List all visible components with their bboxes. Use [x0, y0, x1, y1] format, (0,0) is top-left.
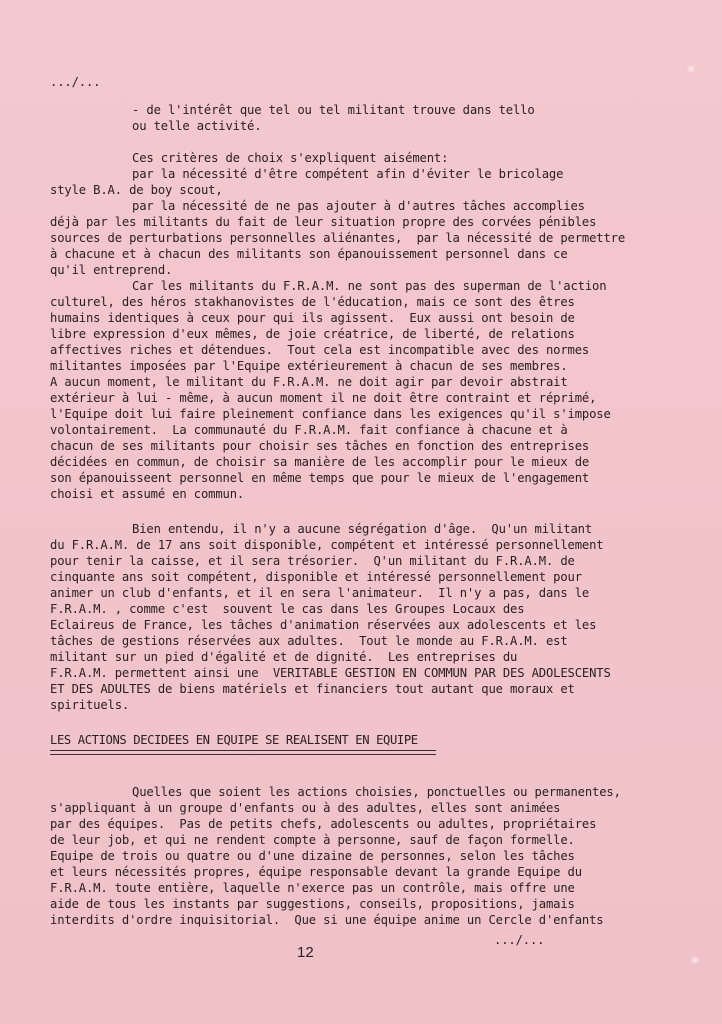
text-line: déjà par les militants du fait de leur situation propre des corvées pénibles: [50, 215, 597, 229]
text-line: pour tenir la caisse, et il sera trésorier. Q'un militant du F.R.A.M. de: [50, 554, 575, 568]
text-line: F.R.A.M. , comme c'est souvent le cas dans les Groupes Locaux des: [50, 602, 525, 616]
text-line: l'Equipe doit lui faire pleinement confiance dans les exigences qu'il s'impose: [50, 407, 611, 421]
text-line: volontairement. La communauté du F.R.A.M. fait confiance à chacune et à: [50, 423, 568, 437]
section-heading: LES ACTIONS DECIDEES EN EQUIPE SE REALISENT EN EQUIPE: [50, 733, 418, 747]
text-line: chacun de ses militants pour choisir ses tâches en fonction des entreprises: [50, 439, 590, 453]
text-line: F.R.A.M. toute entière, laquelle n'exerce pas un contrôle, mais offre une: [50, 881, 575, 895]
text-line: humains identiques à ceux pour qui ils agissent. Eux aussi ont besoin de: [50, 311, 575, 325]
text-line: sources de perturbations personnelles aliénantes, par la nécessité de permettre: [50, 231, 625, 245]
text-line: Eclaireus de France, les tâches d'animation réservées aux adolescents et les: [50, 618, 597, 632]
text-line: et leurs nécessités propres, équipe responsable devant la grande Equipe du: [50, 865, 582, 879]
text-line: libre expression d'eux mêmes, de joie créatrice, de liberté, de relations: [50, 327, 575, 341]
text-line: tâches de gestions réservées aux adultes. Tout le monde au F.R.A.M. est: [50, 634, 568, 648]
paper-speck: [690, 955, 700, 965]
text-line: son épanouisseent personnel en même temps que pour le mieux de l'engagement: [50, 471, 590, 485]
text-line: du F.R.A.M. de 17 ans soit disponible, compétent et intéressé personnellement: [50, 538, 604, 552]
text-line: culturel, des héros stakhanovistes de l'éducation, mais ce sont des êtres: [50, 295, 575, 309]
text-line: choisi et assumé en commun.: [50, 487, 245, 501]
text-line: Car les militants du F.R.A.M. ne sont pas des superman de l'action: [132, 279, 607, 293]
text-line: Ces critères de choix s'expliquent aisément:: [132, 151, 449, 165]
text-line: Bien entendu, il n'y a aucune ségrégation d'âge. Qu'un militant: [132, 522, 592, 536]
text-line: affectives riches et détendues. Tout cela est incompatible avec des normes: [50, 343, 590, 357]
text-line: à chacune et à chacun des militants son épanouissement personnel dans ce: [50, 247, 568, 261]
text-line: style B.A. de boy scout,: [50, 183, 223, 197]
text-line: s'appliquant à un groupe d'enfants ou à des adultes, elles sont animées: [50, 801, 561, 815]
heading-underline: [50, 750, 436, 751]
text-line: F.R.A.M. permettent ainsi une VERITABLE GESTION EN COMMUN PAR DES ADOLESCENTS: [50, 666, 611, 680]
page-number: 12: [297, 944, 314, 961]
text-line: de leur job, et qui ne rendent compte à personne, sauf de façon formelle.: [50, 833, 575, 847]
text-line: aide de tous les instants par suggestions, conseils, propositions, jamais: [50, 897, 575, 911]
text-line: par des équipes. Pas de petits chefs, adolescents ou adultes, propriétaires: [50, 817, 597, 831]
text-line: Equipe de trois ou quatre ou d'une dizaine de personnes, selon les tâches: [50, 849, 575, 863]
text-line: ET DES ADULTES de biens matériels et financiers tout autant que moraux et: [50, 682, 575, 696]
text-line: Quelles que soient les actions choisies, ponctuelles ou permanentes,: [132, 785, 621, 799]
text-line: cinquante ans soit compétent, disponible et intéressé personnellement pour: [50, 570, 582, 584]
text-line: A aucun moment, le militant du F.R.A.M. ne doit agir par devoir abstrait: [50, 375, 568, 389]
text-line: militant sur un pied d'égalité et de dignité. Les entreprises du: [50, 650, 518, 664]
text-line: spirituels.: [50, 698, 130, 712]
text-line: militantes imposées par l'Equipe extérieurement à chacun de ses membres.: [50, 359, 568, 373]
paper-speck: [686, 64, 696, 74]
text-line: interdits d'ordre inquisitorial. Que si une équipe anime un Cercle d'enfants: [50, 913, 604, 927]
text-line: animer un club d'enfants, et il en sera l'animateur. Il n'y a pas, dans le: [50, 586, 590, 600]
text-line: décidées en commun, de choisir sa manière de les accomplir pour le mieux de: [50, 455, 590, 469]
text-line: ou telle activité.: [132, 119, 262, 133]
heading-underline-second: [50, 754, 436, 755]
text-line: par la nécessité d'être compétent afin d'éviter le bricolage: [132, 167, 564, 181]
text-line: par la nécessité de ne pas ajouter à d'autres tâches accomplies: [132, 199, 585, 213]
bottom-continuation-marker: .../...: [494, 933, 545, 947]
text-line: qu'il entreprend.: [50, 263, 173, 277]
top-continuation-marker: .../...: [50, 75, 101, 89]
text-line: extérieur à lui - même, à aucun moment il ne doit être contraint et réprimé,: [50, 391, 597, 405]
text-line: - de l'intérêt que tel ou tel militant trouve dans tello: [132, 103, 535, 117]
